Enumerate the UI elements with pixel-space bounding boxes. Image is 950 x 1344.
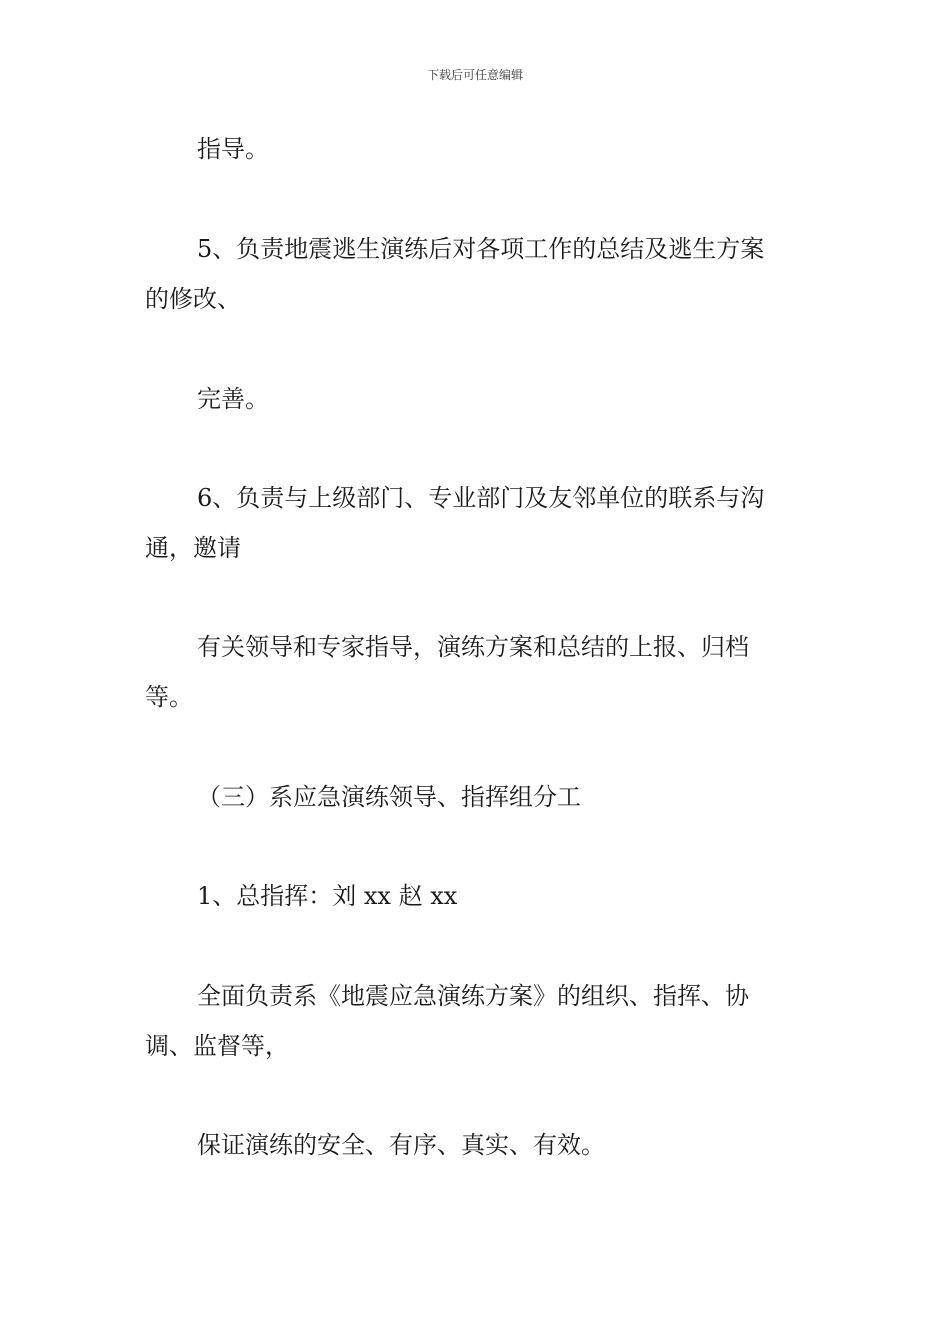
paragraph-line: 保证演练的安全、有序、真实、有效。: [197, 1131, 605, 1159]
paragraph-item-6: [145, 473, 810, 573]
paragraph-leaders: [145, 622, 810, 722]
paragraph-line: 等。: [145, 683, 193, 711]
paragraph-safety: [145, 1120, 810, 1170]
paragraph-line: 5、负责地震逃生演练后对各项工作的总结及逃生方案: [197, 235, 765, 263]
paragraph-item-5: [145, 224, 810, 324]
paragraph-line: 通，邀请: [145, 534, 241, 562]
paragraph-line: 的修改、: [145, 285, 241, 313]
page-header: 下载后可任意编辑: [426, 68, 523, 82]
paragraph-line: 全面负责系《地震应急演练方案》的组织、指挥、协: [197, 982, 749, 1010]
section-heading-3: [145, 772, 810, 822]
paragraph-responsibility: [145, 971, 810, 1071]
paragraph-improve: [145, 374, 810, 424]
paragraph-line: 指导。: [197, 135, 269, 163]
paragraph-line: 调、监督等，: [145, 1032, 289, 1060]
paragraph-line: 6、负责与上级部门、专业部门及友邻单位的联系与沟: [197, 484, 765, 512]
paragraph-line: 完善。: [197, 385, 269, 413]
paragraph-line: 1、总指挥：刘 xx 赵 xx: [197, 882, 458, 910]
paragraph-commander: [145, 871, 810, 921]
paragraph-line: （三）系应急演练领导、指挥组分工: [197, 783, 581, 811]
paragraph-line: 有关领导和专家指导，演练方案和总结的上报、归档: [197, 633, 749, 661]
paragraph-guidance: [145, 124, 810, 174]
